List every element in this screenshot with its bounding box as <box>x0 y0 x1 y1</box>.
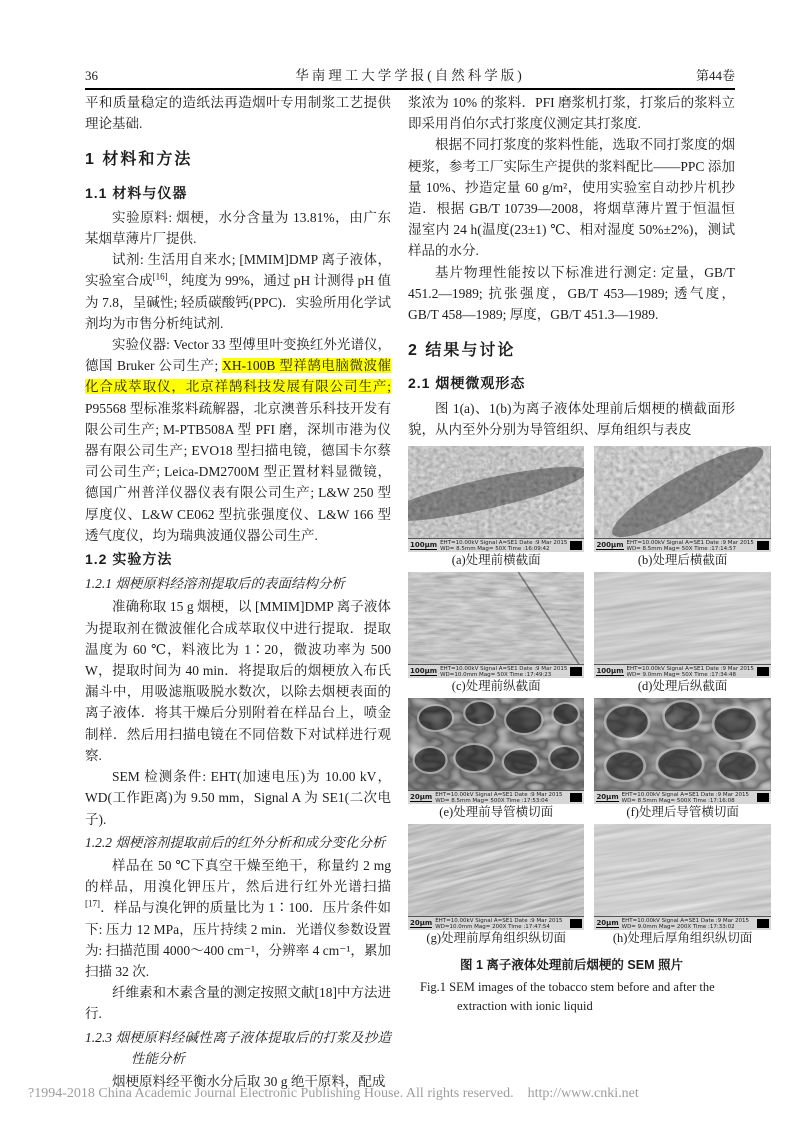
sem-meta-line2: WD=10.0mm Mag= 50X Time :17:49:23 <box>440 671 552 678</box>
paragraph-ir-analysis <box>85 855 391 982</box>
ir-text: 样品在 50 ℃下真空干燥至绝干，称量约 2 mg 的样品，用溴化钾压片，然后进行红外光谱扫描 <box>85 857 391 895</box>
section-1-heading: 1 材料和方法 <box>85 151 193 169</box>
section-2-heading: 2 结果与讨论 <box>408 342 516 360</box>
sem-scalebar: 20μm <box>596 919 619 928</box>
sem-image-a <box>408 446 584 552</box>
sem-image-g <box>408 824 584 930</box>
sem-meta-line1: EHT=10.00kV Signal A=SE1 Date :9 Mar 2015 <box>621 791 749 798</box>
reference-16: [16] <box>152 271 168 282</box>
section-1-2-1-heading: 1.2.1 烟梗原料经溶剂提取后的表面结构分析 <box>85 576 345 592</box>
paragraph-instruments <box>85 334 391 546</box>
sem-image-e <box>408 698 584 804</box>
sem-meta-line1: EHT=10.00kV Signal A=SE1 Date :9 Mar 2015 <box>626 665 754 672</box>
sem-figure-grid <box>408 446 754 947</box>
sem-infobar <box>408 664 584 678</box>
instruments-text-cont: P95568 型标准浆料疏解器，北京澳普乐科技开发有限公司生产; M-PTB508A 型 PFI 磨，深圳市港为仪器有限公司生产; EVO18 型扫描电镜，德国卡尔蔡司公司生产; Leica-DM2700M 型正置材料显微镜，德国广州普洋仪器仪表有限公司生产; L&W 250 型厚度仪、L&W CE062 型抗张强度仪、L&W 166 型透气度仪，均为瑞典波通仪器公司生产. <box>85 400 391 543</box>
paragraph-extraction: 准确称取 15 g 烟梗，以 [MMIM]DMP 离子液体为提取剂在微波催化合成萃取仪中进行提取．提取温度为 60 ℃，料液比为 1∶20，微波功率为 500 W，提取时间为 40 min．将提取后的烟梗放入布氏漏斗中，用吸滤瓶吸脱水数次，以除去烟梗表面的离子液体．将其干燥后分别附着在样品台上，喷金制样．然后用扫描电镜在不同倍数下对试样进行观察. <box>85 599 391 763</box>
sem-infobar <box>594 664 770 678</box>
sem-infobar <box>594 538 770 552</box>
page-header <box>85 56 735 90</box>
ir-text-cont: ．样品与溴化钾的质量比为 1∶100．压片条件如下: 压力 12 MPa，压片持续 2 min．光谱仪参数设置为: 扫描范围 4000～400 cm⁻¹，分辨率 4 cm⁻¹，累加扫描 32 次. <box>85 900 391 979</box>
sem-caption-a: (a)处理前横截面 <box>451 553 541 568</box>
sem-caption-c: (c)处理前纵截面 <box>451 679 541 694</box>
right-column <box>408 92 754 1016</box>
sem-meta-line2: WD= 9.0mm Mag= 50X Time :17:34:48 <box>626 671 736 678</box>
sem-infobar <box>594 790 770 804</box>
sem-meta-line2: WD=10.0mm Mag= 200X Time :17:47:54 <box>435 923 550 930</box>
section-1-2-heading: 1.2 实验方法 <box>85 551 173 568</box>
sem-infobar <box>594 916 770 930</box>
sem-logo-block <box>757 919 769 928</box>
paragraph-standards: 基片物理性能按以下标准进行测定: 定量，GB/T 451.2—1989; 抗张强度，GB/T 453—1989; 透气度，GB/T 458—1989; 厚度，GB/T 451.3—1989. <box>408 264 735 323</box>
sem-meta-line1: EHT=10.00kV Signal A=SE1 Date :9 Mar 2015 <box>440 665 568 672</box>
sem-logo-block <box>570 919 582 928</box>
sem-scalebar: 20μm <box>410 919 433 928</box>
highlighted-text: XH-100B 型祥鹄电脑微波催化合成萃取仪，北京祥鹄科技发展有限公司生产; <box>85 358 391 395</box>
figure-1-caption-en <box>408 978 735 1016</box>
sem-image-f <box>594 698 770 804</box>
sem-meta-line2: WD= 8.5mm Mag= 500X Time :17:53:04 <box>435 797 549 804</box>
sem-panel-e <box>408 698 584 821</box>
sem-image-h <box>594 824 770 930</box>
sem-panel-d <box>594 572 770 695</box>
sem-caption-e: (e)处理前导管横切面 <box>439 805 554 820</box>
instruments-text: 实验仪器: Vector 33 型傅里叶变换红外光谱仪，德国 Bruker 公司生产; <box>85 337 391 374</box>
sem-caption-h: (h)处理后厚角组织纵切面 <box>612 931 753 946</box>
sem-meta-line2: WD= 9.0mm Mag= 200X Time :17:33:02 <box>621 923 735 930</box>
sem-caption-d: (d)处理后纵截面 <box>637 679 728 694</box>
cnki-link[interactable]: http://www.cnki.net <box>527 1086 639 1101</box>
sem-meta-line1: EHT=10.00kV Signal A=SE1 Date :9 Mar 2015 <box>435 791 563 798</box>
sem-meta-line2: WD= 8.5mm Mag= 50X Time :16:09:42 <box>440 545 550 552</box>
paragraph-materials: 实验原料: 烟梗，水分含量为 13.81%，由广东某烟草薄片厂提供. <box>85 209 391 247</box>
reference-17: [17] <box>85 898 100 909</box>
figure-1-caption-en-line2: extraction with ionic liquid <box>457 999 593 1014</box>
sem-panel-g <box>408 824 584 947</box>
sem-image-b <box>594 446 770 552</box>
paragraph-reagents <box>85 249 391 334</box>
sem-panel-b <box>594 446 770 569</box>
reagents-text: 试剂: 生活用自来水; [MMIM]DMP 离子液体，实验室合成 <box>85 252 391 289</box>
sem-scalebar: 20μm <box>596 793 619 802</box>
sem-caption-b: (b)处理后横截面 <box>637 553 728 568</box>
left-column <box>85 92 391 1092</box>
intro-paragraph: 平和质量稳定的造纸法再造烟叶专用制浆工艺提供理论基础. <box>85 95 391 132</box>
page-number: 36 <box>85 68 98 83</box>
sem-meta-line2: WD= 8.5mm Mag= 50X Time :17:14:57 <box>626 545 736 552</box>
sem-infobar <box>408 790 584 804</box>
sem-meta-line1: EHT=10.00kV Signal A=SE1 Date :9 Mar 2015 <box>626 539 754 546</box>
sem-logo-block <box>570 541 582 550</box>
sem-panel-a <box>408 446 584 569</box>
sem-meta-line1: EHT=10.00kV Signal A=SE1 Date :9 Mar 2015 <box>621 917 749 924</box>
sem-image-d <box>594 572 770 678</box>
section-1-2-2-heading: 1.2.2 烟梗溶剂提取前后的红外分析和成分变化分析 <box>85 834 386 850</box>
sem-panel-c <box>408 572 584 695</box>
sem-infobar <box>408 916 584 930</box>
page-footer <box>28 1086 768 1102</box>
sem-logo-block <box>570 667 582 676</box>
copyright-text: ?1994-2018 China Academic Journal Electronic Publishing House. All rights reserved. <box>28 1086 514 1101</box>
sem-meta-line1: EHT=10.00kV Signal A=SE1 Date :9 Mar 2015 <box>440 539 568 546</box>
sem-panel-h <box>594 824 770 947</box>
volume-label: 第44卷 <box>695 68 735 83</box>
sem-logo-block <box>570 793 582 802</box>
paragraph-morphology: 图 1(a)、1(b)为离子液体处理前后烟梗的横截面形貌，从内至外分别为导管组织、厚角组织与表皮 <box>408 400 735 437</box>
sem-image-c <box>408 572 584 678</box>
reagents-text-cont: ，纯度为 99%，通过 pH 计测得 pH 值为 7.8，呈碱性; 轻质碳酸钙(PPC)．实验所用化学试剂均为市售分析纯试剂. <box>85 273 392 331</box>
section-2-1-heading: 2.1 烟梗微观形态 <box>408 375 526 392</box>
paragraph-sem-conditions: SEM 检测条件: EHT(加速电压)为 10.00 kV，WD(工作距离)为 9.50 mm，Signal A 为 SE1(二次电子). <box>85 769 391 827</box>
sem-caption-f: (f)处理后导管横切面 <box>626 805 739 820</box>
section-1-2-3-heading: 1.2.3 烟梗原料经碱性离子液体提取后的打浆及抄造性能分析 <box>85 1029 391 1066</box>
journal-title: 华南理工大学学报(自然科学版) <box>295 68 525 83</box>
sem-infobar <box>408 538 584 552</box>
sem-logo-block <box>757 541 769 550</box>
sem-scalebar: 100μm <box>410 541 438 550</box>
paragraph-cellulose: 纤维素和木素含量的测定按照文献[18]中方法进行. <box>85 985 391 1022</box>
sem-scalebar: 100μm <box>410 667 438 676</box>
section-1-1-heading: 1.1 材料与仪器 <box>85 184 188 201</box>
sem-meta-line1: EHT=10.00kV Signal A=SE1 Date :9 Mar 2015 <box>435 917 563 924</box>
paragraph-beating: 浆浓为 10% 的浆料．PFI 磨浆机打浆，打浆后的浆料立即采用肖伯尔式打浆度仪测定其打浆度. <box>408 95 735 132</box>
sem-scalebar: 20μm <box>410 793 433 802</box>
sem-scalebar: 200μm <box>596 541 624 550</box>
sem-logo-block <box>757 793 769 802</box>
sem-meta-line2: WD= 8.5mm Mag= 500X Time :17:16:08 <box>621 797 735 804</box>
sem-caption-g: (g)处理前厚角组织纵切面 <box>426 931 566 946</box>
paragraph-sheet-forming: 根据不同打浆度的浆料性能，选取不同打浆度的烟梗浆，参考工厂实际生产提供的浆料配比——PPC 添加量 10%、抄造定量 60 g/m²，使用实验室自动抄片机抄造．根据 GB/T 10739—2008，将烟草薄片置于恒温恒湿室内 24 h(温度(23±1) ℃、相对湿度 50%±2%)，测试样品的水分. <box>408 137 735 259</box>
sem-scalebar: 100μm <box>596 667 624 676</box>
sem-panel-f <box>594 698 770 821</box>
figure-1-caption-en-line1: Fig.1 SEM images of the tobacco stem before and after the <box>420 980 715 995</box>
figure-1-caption-zh: 图 1 离子液体处理前后烟梗的 SEM 照片 <box>460 958 683 973</box>
paragraph-pulping: 烟梗原料经平衡水分后取 30 g 绝干原料，配成 <box>112 1073 386 1089</box>
sem-logo-block <box>757 667 769 676</box>
